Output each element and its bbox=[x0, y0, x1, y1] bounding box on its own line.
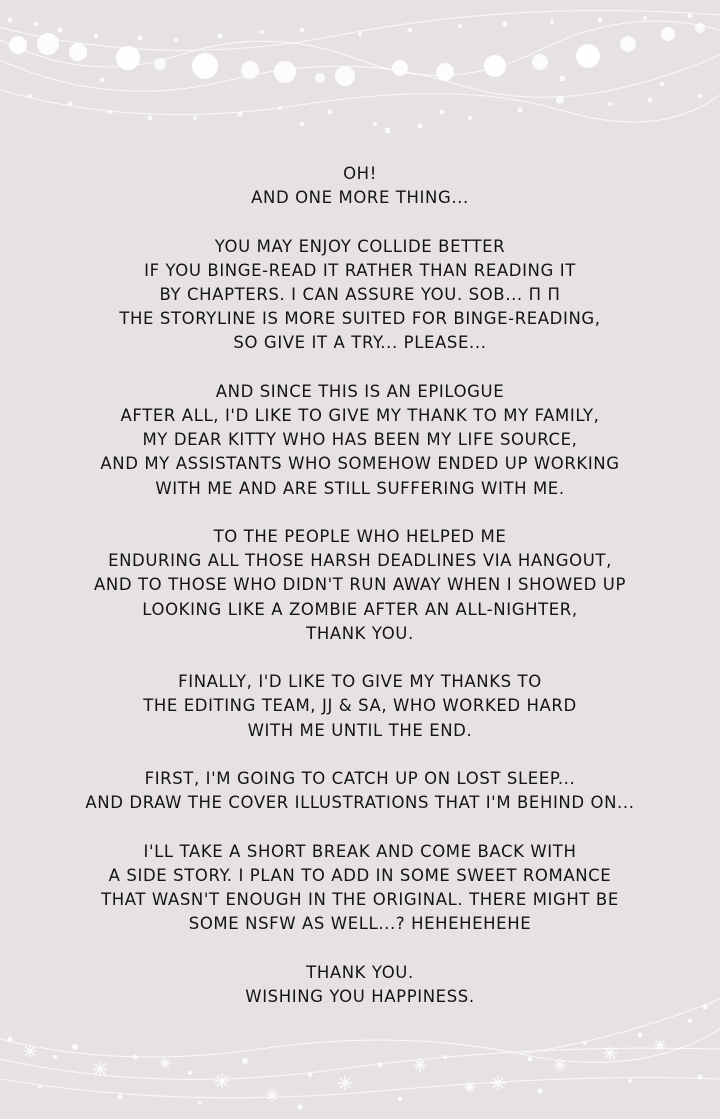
message-paragraph bbox=[0, 767, 720, 815]
message-line: WITH ME UNTIL THE END. bbox=[247, 720, 473, 740]
message-line: AFTER ALL, I'D LIKE TO GIVE MY THANK TO MY FAMILY, bbox=[120, 406, 600, 425]
message-line: THANK YOU. bbox=[306, 962, 414, 982]
message-line: AND MY ASSISTANTS WHO SOMEHOW ENDED UP WORKING bbox=[100, 454, 620, 474]
message-line: OH! bbox=[343, 164, 377, 183]
message-line: THE EDITING TEAM, JJ & SA, WHO WORKED HARD bbox=[143, 696, 577, 716]
string-lights-top-decoration bbox=[0, 0, 720, 150]
message-line: TO THE PEOPLE WHO HELPED ME bbox=[213, 527, 507, 546]
message-line: AND SINCE THIS IS AN EPILOGUE bbox=[215, 381, 505, 401]
message-line: WISHING YOU HAPPINESS. bbox=[245, 986, 475, 1006]
message-line: SOME NSFW AS WELL...? HEHEHEHEHE bbox=[188, 914, 532, 934]
message-paragraph bbox=[0, 235, 720, 356]
message-line: FINALLY, I'D LIKE TO GIVE MY THANKS TO bbox=[178, 672, 542, 692]
message-paragraph bbox=[0, 380, 720, 501]
message-line: AND DRAW THE COVER ILLUSTRATIONS THAT I'M BEHIND ON... bbox=[85, 793, 635, 813]
message-line: A SIDE STORY. I PLAN TO ADD IN SOME SWEET ROMANCE bbox=[108, 865, 612, 885]
message-paragraph bbox=[0, 840, 720, 937]
message-line: ENDURING ALL THOSE HARSH DEADLINES VIA HANGOUT, bbox=[108, 551, 612, 571]
message-line: YOU MAY ENJOY COLLIDE BETTER bbox=[214, 236, 506, 256]
message-paragraph bbox=[0, 525, 720, 646]
message-line: LOOKING LIKE A ZOMBIE AFTER AN ALL-NIGHTER, bbox=[142, 599, 578, 619]
message-line: FIRST, I'M GOING TO CATCH UP ON LOST SLEEP... bbox=[144, 769, 576, 788]
message-line: THAT WASN'T ENOUGH IN THE ORIGINAL. THERE MIGHT BE bbox=[101, 890, 619, 909]
string-lights-bottom-decoration bbox=[0, 999, 720, 1119]
epilogue-message bbox=[0, 162, 720, 1033]
message-line: THANK YOU. bbox=[306, 623, 414, 643]
message-line: AND TO THOSE WHO DIDN'T RUN AWAY WHEN I SHOWED UP bbox=[93, 575, 627, 595]
message-line: I'LL TAKE A SHORT BREAK AND COME BACK WITH bbox=[143, 841, 577, 861]
message-paragraph bbox=[0, 162, 720, 210]
message-line: BY CHAPTERS. I CAN ASSURE YOU. SOB... Π Π bbox=[159, 285, 561, 304]
message-paragraph bbox=[0, 670, 720, 743]
message-line: THE STORYLINE IS MORE SUITED FOR BINGE-READING, bbox=[119, 309, 601, 329]
message-line: SO GIVE IT A TRY... PLEASE... bbox=[233, 333, 487, 353]
message-line: IF YOU BINGE-READ IT RATHER THAN READING IT bbox=[144, 260, 576, 280]
message-line: WITH ME AND ARE STILL SUFFERING WITH ME. bbox=[155, 478, 565, 498]
message-line: AND ONE MORE THING... bbox=[251, 188, 469, 208]
message-line: MY DEAR KITTY WHO HAS BEEN MY LIFE SOURCE, bbox=[142, 430, 578, 450]
